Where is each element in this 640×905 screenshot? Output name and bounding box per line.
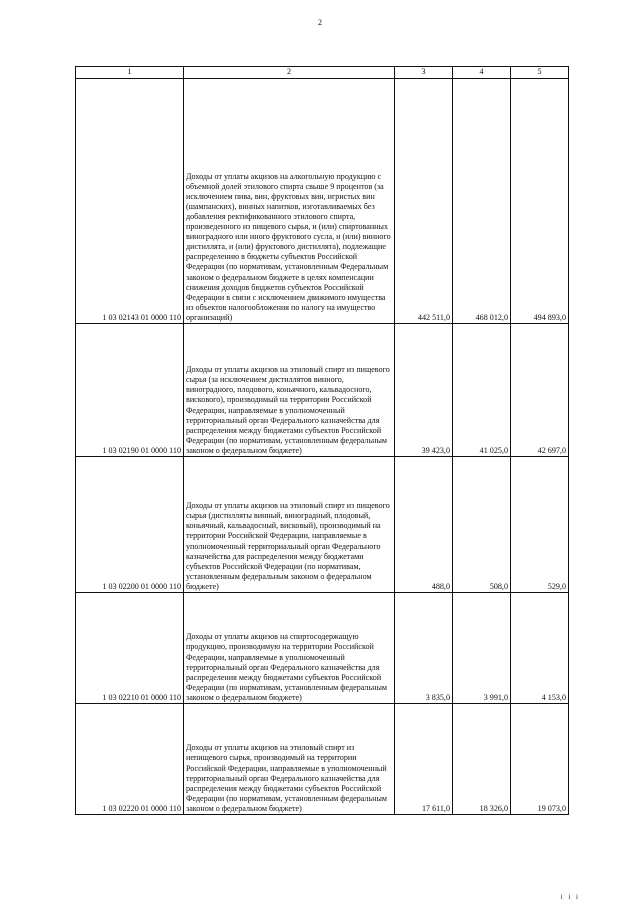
table-row [76,593,569,704]
column-header-3: 3 [395,67,453,79]
row-code: 1 03 02143 01 0000 110 [76,79,184,324]
row-value-col5: 529,0 [511,457,569,593]
row-description: Доходы от уплаты акцизов на алкогольную продукцию с объемной долей этилового спирта свыше 9 процентов (за исключением пива, вин, фруктовых вин, игристых вин (шампанских), винных напитков, изготавливаемых без добавления ректификованного этилового спирта, произведенного из пищевого сырья, и (или) спиртованных виноградного или иного фруктового сусла, и (или) винного дистиллята, и (или) фруктового дистиллята), подлежащие распределению в бюджеты субъектов Российской Федерации (по нормативам, установленным Федеральным законом о федеральном бюджете в целях компенсации снижения доходов бюджетов субъектов Российской Федерации в связи с исключением движимого имущества из объектов налогообложения по налогу на имущество организаций) [184,79,395,324]
row-value-col3: 17 611,0 [395,704,453,815]
row-code: 1 03 02190 01 0000 110 [76,324,184,457]
row-code: 1 03 02220 01 0000 110 [76,704,184,815]
table-header-row [76,67,569,79]
row-code: 1 03 02210 01 0000 110 [76,593,184,704]
row-value-col3: 442 511,0 [395,79,453,324]
footer-mark: і і і [560,893,580,901]
row-code: 1 03 02200 01 0000 110 [76,457,184,593]
row-value-col5: 19 073,0 [511,704,569,815]
row-value-col4: 468 012,0 [453,79,511,324]
row-value-col4: 18 326,0 [453,704,511,815]
revenue-table [75,66,569,815]
table-row [76,79,569,324]
column-header-2: 2 [184,67,395,79]
page-number: 2 [318,18,322,27]
table-row [76,457,569,593]
row-value-col4: 41 025,0 [453,324,511,457]
row-value-col3: 488,0 [395,457,453,593]
row-description: Доходы от уплаты акцизов на этиловый спирт из пищевого сырья (дистилляты винный, виноградный, плодовый, коньячный, кальвадосный, висковый), производимый на территории Российской Федерации, направляемые в уполномоченный территориальный орган Федерального казначейства для распределения между бюджетами субъектов Российской Федерации (по нормативам, установленным федеральным законом о федеральном бюджете) [184,457,395,593]
table-row [76,324,569,457]
row-value-col5: 494 893,0 [511,79,569,324]
column-header-4: 4 [453,67,511,79]
table-row [76,704,569,815]
column-header-5: 5 [511,67,569,79]
row-value-col3: 3 835,0 [395,593,453,704]
row-description: Доходы от уплаты акцизов на этиловый спирт из непищевого сырья, производимый на территории Российской Федерации, направляемые в уполномоченный территориальный орган Федерального казначейства для распределения между бюджетами субъектов Российской Федерации (по нормативам, установленным федеральным законом о федеральном бюджете) [184,704,395,815]
row-value-col5: 42 697,0 [511,324,569,457]
row-value-col5: 4 153,0 [511,593,569,704]
row-value-col4: 508,0 [453,457,511,593]
row-description: Доходы от уплаты акцизов на этиловый спирт из пищевого сырья (за исключением дистиллятов винного, виноградного, плодового, коньячного, кальвадосного, вискового), производимый на территории Российской Федерации, направляемые в уполномоченный территориальный орган Федерального казначейства для распределения между бюджетами субъектов Российской Федерации (по нормативам, установленным федеральным законом о федеральном бюджете) [184,324,395,457]
row-value-col3: 39 423,0 [395,324,453,457]
row-description: Доходы от уплаты акцизов на спиртосодержащую продукцию, производимую на территории Российской Федерации, направляемые в уполномоченный территориальный орган Федерального казначейства для распределения между бюджетами субъектов Российской Федерации (по нормативам, установленным федеральным законом о федеральном бюджете) [184,593,395,704]
row-value-col4: 3 991,0 [453,593,511,704]
column-header-1: 1 [76,67,184,79]
